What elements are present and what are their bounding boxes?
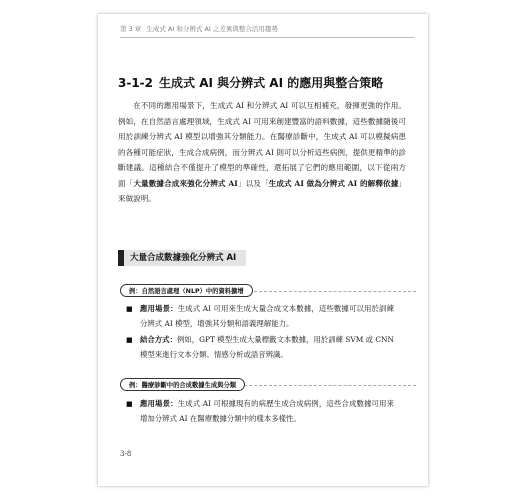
example-label-medical: 例：醫療診斷中的合成數據生成與分類 (120, 378, 245, 391)
chapter-number: 第 3 章 (120, 25, 142, 33)
intro-paragraph (118, 98, 406, 207)
item-text: 例如，GPT 模型生成大量標籤文本數據，用於訓練 SVM 或 CNN 模型來進行文本分類、情感分析或語音辨識。 (140, 335, 394, 359)
item-term: 應用場景： (140, 304, 178, 313)
section-number: 3-1-2 (118, 76, 154, 90)
square-bullet-icon: ■ (126, 400, 133, 408)
example-nlp-list (126, 302, 394, 364)
square-bullet-icon: ■ (126, 305, 133, 313)
subsection-heading-text: 大量合成數據強化分辨式 AI (124, 250, 246, 266)
chapter-title: 生成式 AI 和分辨式 AI 之差異與整合活用趨勢 (146, 25, 278, 33)
section-heading-text: 生成式 AI 與分辨式 AI 的應用與整合策略 (159, 76, 384, 90)
item-text: 生成式 AI 可用來生成大量合成文本數據，這些數據可以用於訓練分辨式 AI 模型，增強其分類和語義理解能力。 (140, 304, 394, 328)
item-text: 生成式 AI 可根據現有的病歷生成合成病例，這些合成數據可用來增加分辨式 AI 在醫療數據分類中的樣本多樣性。 (140, 399, 394, 423)
intro-text-3: 」來做說明。 (118, 178, 406, 203)
list-item (126, 302, 394, 331)
page-number: 3-8 (120, 450, 132, 458)
intro-text-1: 在不同的應用場景下，生成式 AI 和分辨式 AI 可以互相補充，發揮更強的作用。例如，在自然語言處理領域，生成式 AI 可用來創建豐富的語料數據，這些數據隨後可用於訓練分辨式 AI 模型以增強其分類能力。在醫療診斷中，生成式 AI 可以模擬病患的各種可能症狀，生成合成病例，而分辨式 AI 則可以分析這些病例，提供更精準的診斷建議。這種結合不僅提升了模型的準確性，還拓展了它們的應用範圍，以下從兩方面「 (118, 101, 406, 188)
example-medical-list (126, 397, 394, 428)
book-page (98, 14, 428, 486)
square-bullet-icon: ■ (126, 336, 133, 344)
item-term: 結合方式： (140, 335, 177, 344)
list-item (126, 333, 394, 362)
intro-bold-2: 生成式 AI 做為分辨式 AI 的解釋依據 (268, 178, 399, 188)
list-item (126, 397, 394, 426)
intro-bold-1: 大量數據合成來強化分辨式 AI (133, 178, 238, 188)
intro-text-2: 」以及「 (237, 178, 269, 188)
section-title (118, 74, 383, 91)
running-header (120, 24, 414, 38)
subsection-heading (118, 250, 246, 266)
item-term: 應用場景： (140, 399, 178, 408)
example-label-nlp: 例：自然語言處理（NLP）中的資料擴增 (120, 284, 253, 297)
